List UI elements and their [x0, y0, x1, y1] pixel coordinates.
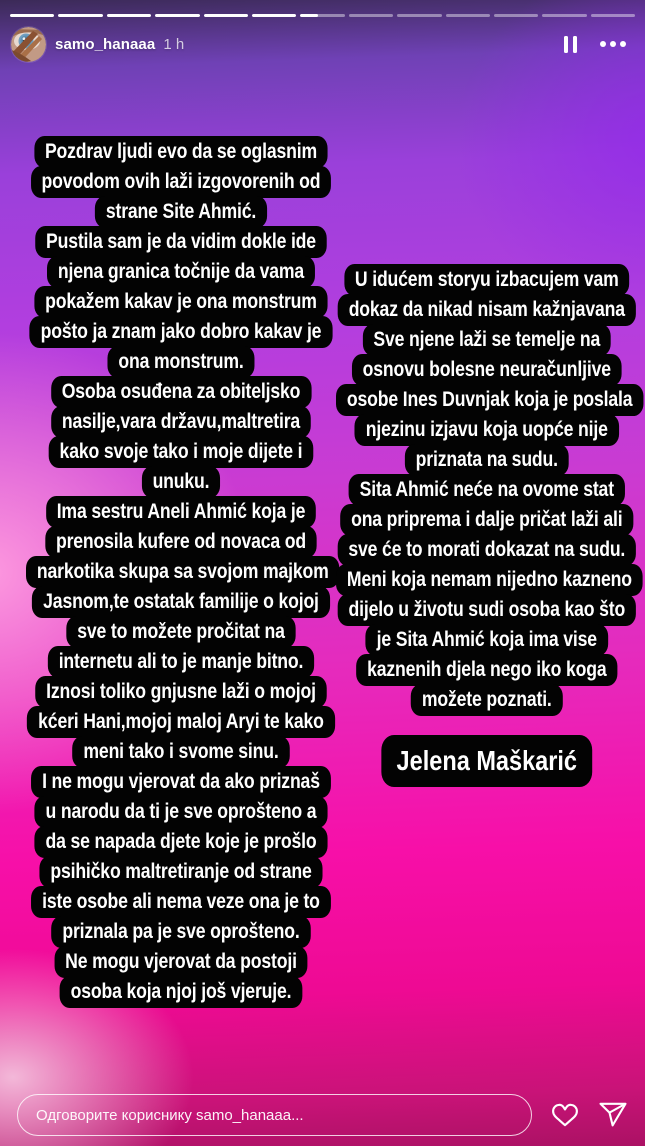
story-text-line: kćeri Hani,mojoj maloj Aryi te kako	[26, 707, 336, 737]
pause-button[interactable]	[564, 34, 577, 54]
story-text-line: unuku.	[26, 467, 336, 497]
story-text-line: U idućem storyu izbacujem vam	[336, 265, 638, 295]
story-text-line: ona monstrum.	[26, 347, 336, 377]
reply-input[interactable]	[17, 1094, 532, 1136]
avatar-eye-image	[11, 27, 46, 62]
story-text-line: ona priprema i dalje pričat laži ali	[336, 505, 638, 535]
story-text-line: Pustila sam je da vidim dokle ide	[26, 227, 336, 257]
avatar[interactable]	[11, 27, 46, 62]
story-text-block-left	[26, 137, 336, 1007]
story-text-line: možete poznati.	[336, 685, 638, 715]
story-text-line: priznala pa je sve oprošteno.	[26, 917, 336, 947]
progress-segment	[494, 14, 538, 17]
story-text-line: osnovu bolesne neuračunljive	[336, 355, 638, 385]
progress-segment	[542, 14, 586, 17]
story-text-line: nasilje,vara državu,maltretira	[26, 407, 336, 437]
story-text-line: Osoba osuđena za obiteljsko	[26, 377, 336, 407]
story-text-line: kako svoje tako i moje dijete i	[26, 437, 336, 467]
story-progress-bar	[10, 14, 635, 17]
progress-segment	[591, 14, 635, 17]
paper-plane-icon	[598, 1100, 628, 1130]
story-text-line: dokaz da nikad nisam kažnjavana	[336, 295, 638, 325]
more-options-button[interactable]	[600, 34, 626, 54]
story-text-line: osobe Ines Duvnjak koja je poslala	[336, 385, 638, 415]
pause-icon	[564, 36, 568, 53]
progress-segment	[58, 14, 102, 17]
story-text-line: sve će to morati dokazat na sudu.	[336, 535, 638, 565]
story-text-line: Sita Ahmić neće na ovome stat	[336, 475, 638, 505]
story-text-line: priznata na sudu.	[336, 445, 638, 475]
story-timestamp: 1 h	[163, 35, 185, 53]
progress-segment	[397, 14, 441, 17]
story-text-line: internetu ali to je manje bitno.	[26, 647, 336, 677]
progress-segment	[300, 14, 344, 17]
progress-segment	[10, 14, 54, 17]
story-text-line: sve to možete pročitat na	[26, 617, 336, 647]
story-text-line: njena granica točnije da vama	[26, 257, 336, 287]
reply-bar	[0, 1084, 645, 1146]
story-text-line: Jasnom,te ostatak familije o kojoj	[26, 587, 336, 617]
story-text-line: Meni koja nemam nijedno kazneno	[336, 565, 638, 595]
story-text-line: meni tako i svome sinu.	[26, 737, 336, 767]
story-text-line: osoba koja njoj još vjeruje.	[26, 977, 336, 1007]
story-text-line: Pozdrav ljudi evo da se oglasnim	[26, 137, 336, 167]
story-text-line: Iznosi toliko gnjusne laži o mojoj	[26, 677, 336, 707]
story-text-line: iste osobe ali nema veze ona je to	[26, 887, 336, 917]
story-text-line: prenosila kufere od novaca od	[26, 527, 336, 557]
story-text-line: psihičko maltretiranje od strane	[26, 857, 336, 887]
heart-icon	[550, 1100, 580, 1130]
signature-block	[336, 736, 638, 786]
story-text-line: I ne mogu vjerovat da ako priznaš	[26, 767, 336, 797]
share-button[interactable]	[598, 1100, 628, 1130]
progress-segment	[252, 14, 296, 17]
story-text-line: strane Site Ahmić.	[26, 197, 336, 227]
progress-segment	[349, 14, 393, 17]
progress-segment	[204, 14, 248, 17]
progress-segment	[446, 14, 490, 17]
story-text-line: u narodu da ti je sve oprošteno a	[26, 797, 336, 827]
signature-text: Jelena Maškarić	[381, 735, 592, 787]
story-text-block-right	[336, 265, 638, 786]
story-text-line: Sve njene laži se temelje na	[336, 325, 638, 355]
story-header	[0, 24, 645, 64]
progress-segment	[155, 14, 199, 17]
like-button[interactable]	[550, 1100, 580, 1130]
story-text-line: kaznenih djela nego iko koga	[336, 655, 638, 685]
username-label[interactable]: samo_hanaaa	[55, 35, 156, 53]
story-text-line: pokažem kakav je ona monstrum	[26, 287, 336, 317]
story-text-line: Ima sestru Aneli Ahmić koja je	[26, 497, 336, 527]
story-text-line: Ne mogu vjerovat da postoji	[26, 947, 336, 977]
ellipsis-icon	[600, 41, 606, 47]
story-text-line: da se napada djete koje je prošlo	[26, 827, 336, 857]
story-text-line: je Sita Ahmić koja ima vise	[336, 625, 638, 655]
story-text-line: povodom ovih laži izgovorenih od	[26, 167, 336, 197]
story-text-line: dijelo u životu sudi osoba kao što	[336, 595, 638, 625]
story-text-line: njezinu izjavu koja uopće nije	[336, 415, 638, 445]
story-text-line: pošto ja znam jako dobro kakav je	[26, 317, 336, 347]
progress-segment	[107, 14, 151, 17]
story-text-line: narkotika skupa sa svojom majkom	[26, 557, 336, 587]
